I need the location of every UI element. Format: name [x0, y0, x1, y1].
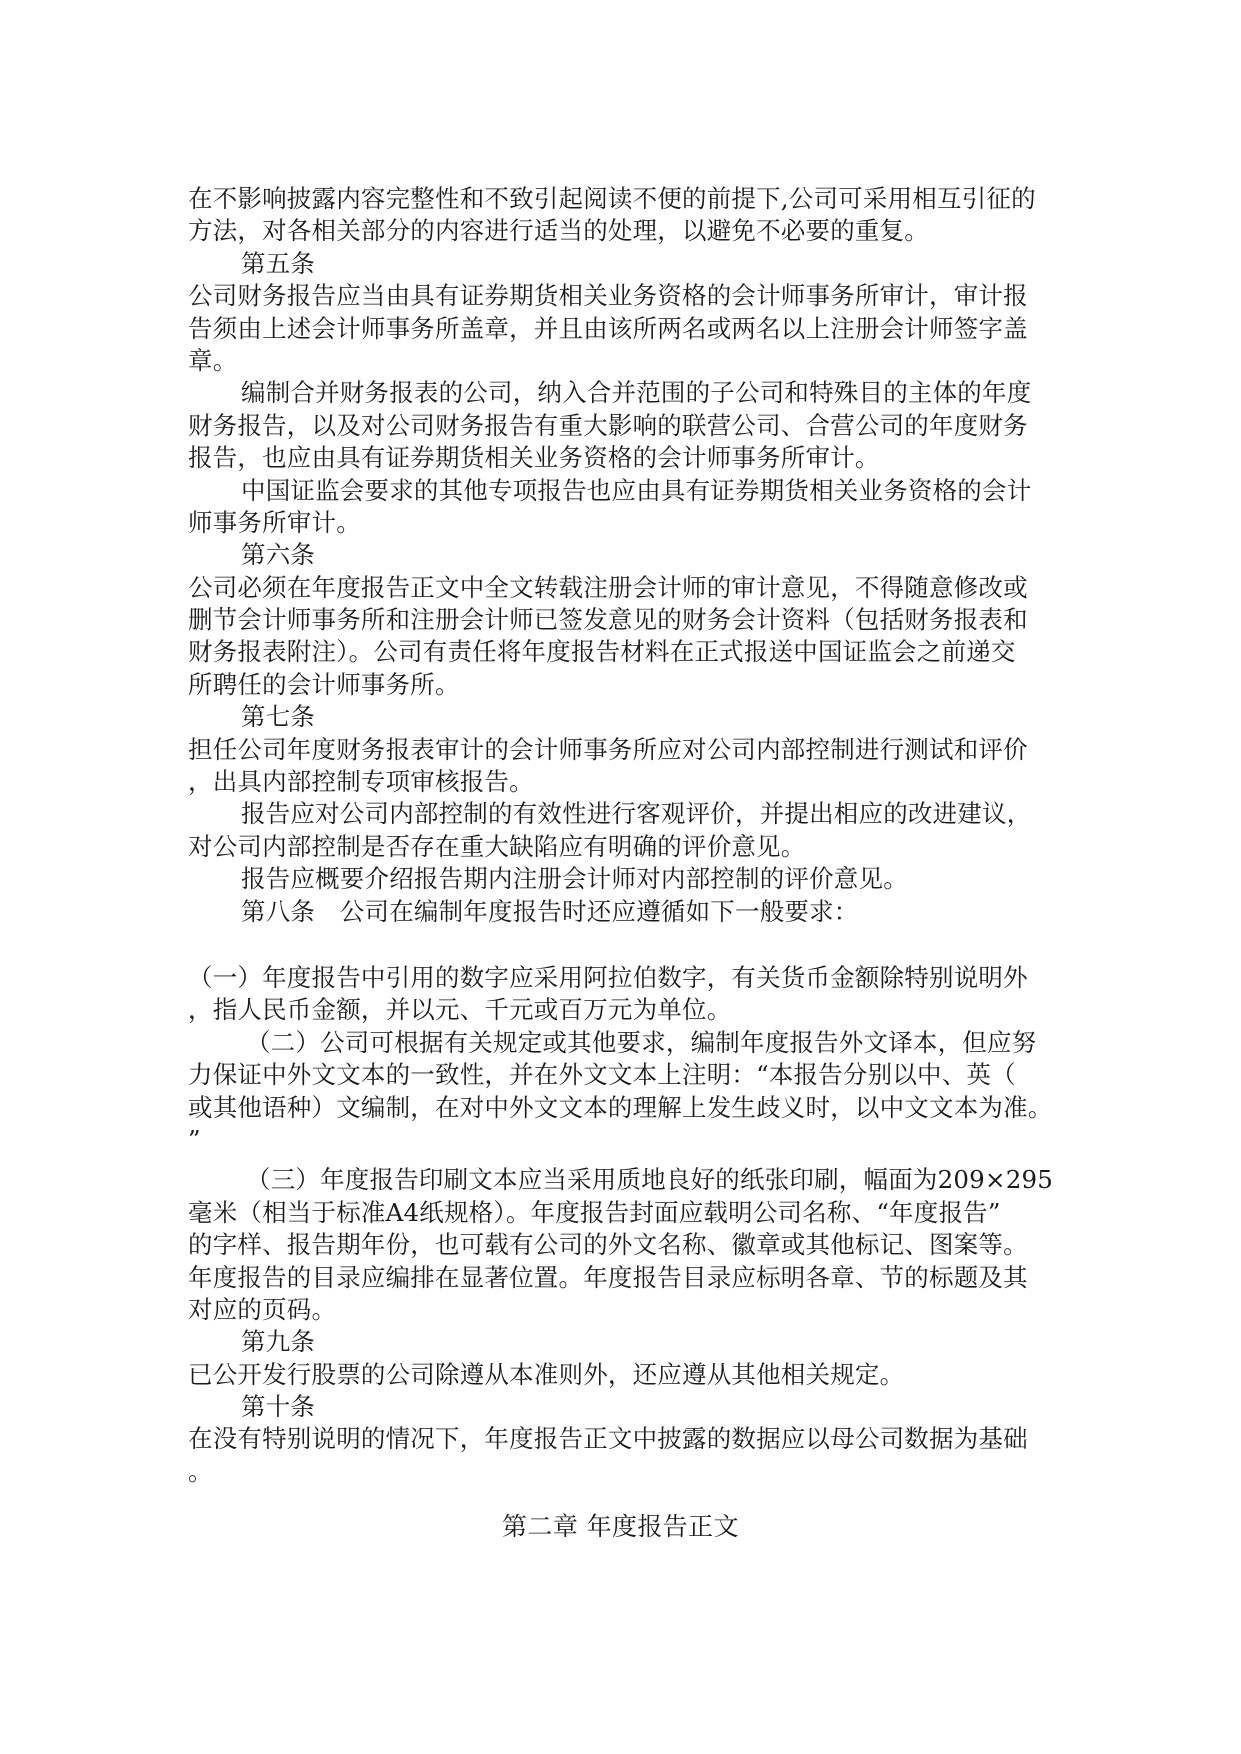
text-line: 公司财务报告应当由具有证券期货相关业务资格的会计师事务所审计，审计报	[188, 281, 1028, 311]
text-line: （二）公司可根据有关规定或其他要求，编制年度报告外文译本，但应努	[246, 1027, 1037, 1057]
text-line: 力保证中外文文本的一致性，并在外文文本上注明：“本报告分别以中、英（	[188, 1060, 1016, 1090]
text-line: 或其他语种）文编制，在对中外文文本的理解上发生歧义时，以中文文本为准。	[188, 1092, 1053, 1122]
blank-line	[188, 1156, 1058, 1164]
text-line: ”	[188, 1124, 201, 1154]
text-line: 删节会计师事务所和注册会计师已签发意见的财务会计资料（包括财务报表和	[188, 605, 1028, 635]
text-line: 所聘任的会计师事务所。	[188, 669, 460, 699]
text-line: 毫米（相当于标准A4纸规格）。年度报告封面应载明公司名称、“年度报告”	[188, 1197, 1001, 1227]
text-line: 财务报告，以及对公司财务报告有重大影响的联营公司、合营公司的年度财务	[188, 410, 1028, 440]
article-heading: 第八条 公司在编制年度报告时还应遵循如下一般要求：	[241, 896, 859, 926]
text-line: 章。	[188, 345, 238, 375]
text-line: ，出具内部控制专项审核报告。	[188, 767, 534, 797]
text-line: 对公司内部控制是否存在重大缺陷应有明确的评价意见。	[188, 831, 806, 861]
text-line: 已公开发行股票的公司除遵从本准则外，还应遵从其他相关规定。	[188, 1359, 905, 1389]
text-line: 年度报告的目录应编排在显著位置。年度报告目录应标明各章、节的标题及其	[188, 1262, 1028, 1292]
text-line: 报告，也应由具有证券期货相关业务资格的会计师事务所审计。	[188, 443, 880, 473]
text-line: 报告应对公司内部控制的有效性进行客观评价，并提出相应的改进建议，	[241, 799, 1032, 829]
text-line: （一）年度报告中引用的数字应采用阿拉伯数字，有关货币金额除特别说明外	[188, 962, 1028, 992]
chapter-heading: 第二章 年度报告正文	[502, 1512, 739, 1541]
article-heading: 第六条	[241, 540, 316, 570]
text-line: 。	[188, 1456, 213, 1486]
text-line: 方法，对各相关部分的内容进行适当的处理，以避免不必要的重复。	[188, 216, 929, 246]
article-heading: 第五条	[241, 248, 316, 278]
text-line: 财务报表附注）。公司有责任将年度报告材料在正式报送中国证监会之前递交	[188, 637, 1016, 667]
text-line: 编制合并财务报表的公司，纳入合并范围的子公司和特殊目的主体的年度	[241, 378, 1032, 408]
text-line: 在不影响披露内容完整性和不致引起阅读不便的前提下,公司可采用相互引征的	[188, 184, 1036, 213]
text-line: 公司必须在年度报告正文中全文转载注册会计师的审计意见，不得随意修改或	[188, 572, 1028, 602]
text-line: 在没有特别说明的情况下，年度报告正文中披露的数据应以母公司数据为基础	[188, 1424, 1028, 1454]
text-line: 报告应概要介绍报告期内注册会计师对内部控制的评价意见。	[241, 864, 908, 894]
document-body	[188, 183, 1058, 1488]
text-line: 担任公司年度财务报表审计的会计师事务所应对公司内部控制进行测试和评价	[188, 734, 1028, 764]
article-heading: 第十条	[241, 1392, 316, 1422]
text-line: （三）年度报告印刷文本应当采用质地良好的纸张印刷，幅面为209×295	[246, 1165, 1054, 1195]
text-line: 对应的页码。	[188, 1294, 337, 1324]
text-line: 告须由上述会计师事务所盖章，并且由该所两名或两名以上注册会计师签字盖	[188, 313, 1028, 343]
text-line: 的字样、报告期年份，也可载有公司的外文名称、徽章或其他标记、图案等。	[188, 1230, 1028, 1260]
article-heading: 第七条	[241, 702, 316, 732]
article-heading: 第九条	[241, 1327, 316, 1357]
text-line: ，指人民币金额，并以元、千元或百万元为单位。	[188, 995, 732, 1025]
blank-line	[188, 928, 1058, 962]
text-line: 师事务所审计。	[188, 507, 361, 537]
text-line: 中国证监会要求的其他专项报告也应由具有证券期货相关业务资格的会计	[241, 475, 1032, 505]
